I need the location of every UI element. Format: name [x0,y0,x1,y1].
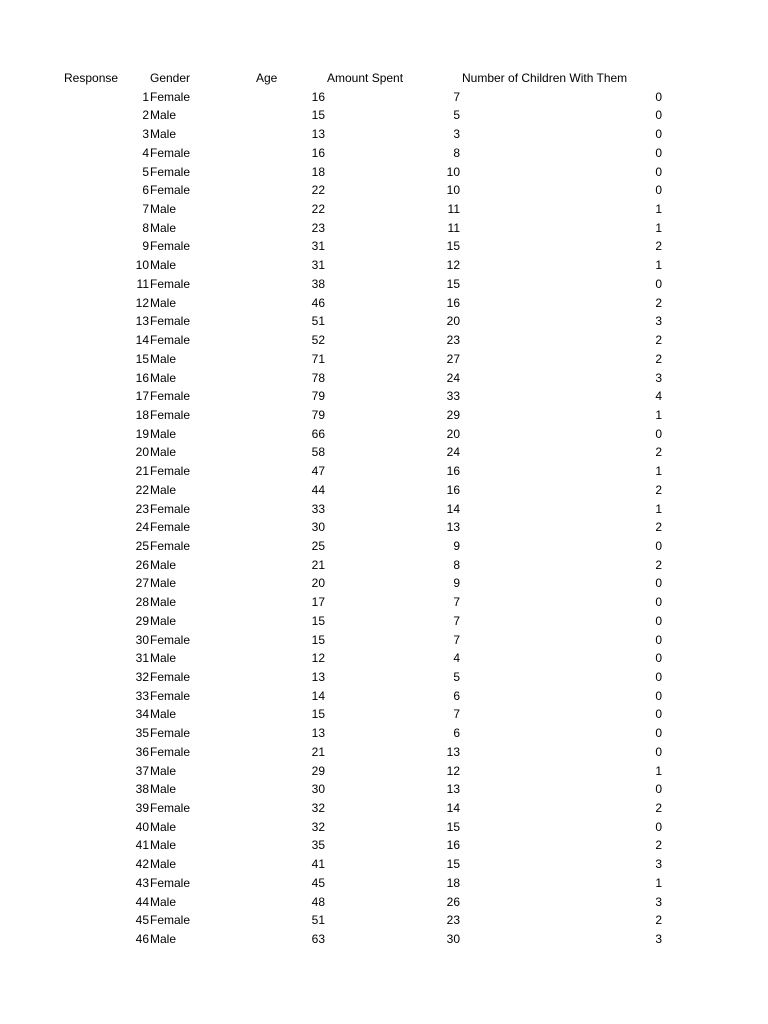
gender-cell: Male [150,482,177,497]
children-cell: 2 [655,445,662,460]
children-cell: 3 [655,894,662,909]
header-response: Response [64,71,119,85]
gender-cell: Male [150,426,177,441]
response-cell: 2 [142,108,149,123]
table-row [0,762,768,781]
header-age: Age [256,71,278,85]
gender-cell: Male [150,445,177,460]
amount-spent-cell: 10 [446,164,460,179]
response-cell: 20 [135,445,149,460]
gender-cell: Female [150,89,191,104]
children-cell: 2 [655,333,662,348]
amount-spent-cell: 9 [453,576,460,591]
children-cell: 2 [655,482,662,497]
age-cell: 31 [311,258,325,273]
response-cell: 24 [135,520,149,535]
age-cell: 15 [311,108,325,123]
table-row [0,443,768,462]
table-row [0,780,768,799]
age-cell: 16 [311,145,325,160]
response-cell: 9 [142,239,149,254]
amount-spent-cell: 4 [453,651,460,666]
gender-cell: Female [150,538,191,553]
age-cell: 21 [311,557,325,572]
gender-cell: Female [150,333,191,348]
amount-spent-cell: 5 [453,670,460,684]
children-cell: 0 [655,670,662,684]
response-cell: 43 [135,875,149,890]
gender-cell: Male [150,370,177,385]
age-cell: 18 [311,164,325,179]
amount-spent-cell: 7 [453,613,460,628]
children-cell: 1 [655,875,662,890]
children-cell: 2 [655,913,662,928]
gender-cell: Female [150,276,191,291]
table-row [0,369,768,388]
gender-cell: Male [150,202,177,217]
table-row [0,163,768,182]
gender-cell: Female [150,520,191,535]
table-row [0,462,768,481]
children-cell: 3 [655,857,662,872]
gender-cell: Male [150,557,177,572]
table-row [0,874,768,893]
gender-cell: Male [150,127,177,142]
response-cell: 10 [135,258,149,273]
amount-spent-cell: 11 [447,220,460,235]
amount-spent-cell: 10 [446,183,460,198]
table-row [0,705,768,724]
response-cell: 23 [135,501,149,516]
table-body [0,88,768,949]
amount-spent-cell: 15 [446,276,460,291]
amount-spent-cell: 29 [446,407,460,422]
gender-cell: Female [150,875,191,890]
response-cell: 15 [135,351,149,366]
response-cell: 25 [135,538,149,553]
amount-spent-cell: 13 [446,520,460,535]
age-cell: 66 [311,426,325,441]
children-cell: 0 [655,89,662,104]
table-row [0,612,768,631]
gender-cell: Male [150,707,177,722]
response-cell: 8 [142,220,149,235]
table-row [0,425,768,444]
table-row [0,556,768,575]
gender-cell: Male [150,894,177,909]
amount-spent-cell: 15 [446,819,460,834]
response-cell: 16 [135,370,149,385]
children-cell: 3 [655,932,662,947]
children-cell: 0 [655,819,662,834]
age-cell: 13 [311,127,325,142]
gender-cell: Male [150,838,177,853]
amount-spent-cell: 6 [453,688,460,703]
gender-cell: Male [150,763,177,778]
amount-spent-cell: 23 [446,333,460,348]
response-cell: 7 [142,202,149,217]
gender-cell: Female [150,145,191,160]
response-cell: 21 [135,464,149,479]
children-cell: 0 [655,613,662,628]
amount-spent-cell: 12 [446,258,460,273]
age-cell: 31 [311,239,325,254]
gender-cell: Male [150,108,177,123]
age-cell: 21 [311,744,325,759]
amount-spent-cell: 33 [446,389,460,404]
age-cell: 51 [311,913,325,928]
table-row [0,387,768,406]
table-row [0,836,768,855]
table-row [0,537,768,556]
children-cell: 1 [655,763,662,778]
children-cell: 0 [655,145,662,160]
response-cell: 28 [135,595,149,610]
gender-cell: Female [150,688,191,703]
table-row [0,106,768,125]
age-cell: 22 [311,202,325,217]
response-cell: 39 [135,801,149,816]
amount-spent-cell: 24 [446,445,460,460]
table-row [0,181,768,200]
table-row [0,574,768,593]
table-row [0,294,768,313]
table-row [0,500,768,519]
response-cell: 17 [135,389,149,404]
amount-spent-cell: 20 [446,314,460,329]
gender-cell: Female [150,314,191,329]
age-cell: 15 [311,613,325,628]
children-cell: 0 [655,276,662,291]
table-row [0,631,768,650]
table-row [0,893,768,912]
response-cell: 19 [135,426,149,441]
response-cell: 13 [135,314,149,329]
gender-cell: Male [150,351,177,366]
response-cell: 3 [142,127,149,142]
age-cell: 22 [311,183,325,198]
age-cell: 14 [311,688,325,703]
age-cell: 35 [311,838,325,853]
response-cell: 34 [135,707,149,722]
amount-spent-cell: 7 [453,89,460,104]
children-cell: 3 [655,370,662,385]
gender-cell: Male [150,782,177,797]
table-row [0,855,768,874]
age-cell: 44 [311,482,325,497]
children-cell: 0 [655,688,662,703]
amount-spent-cell: 12 [446,763,460,778]
table-row [0,219,768,238]
table-row [0,593,768,612]
children-cell: 1 [655,501,662,516]
age-cell: 38 [311,276,325,291]
age-cell: 63 [311,932,325,947]
amount-spent-cell: 14 [446,501,460,516]
table-row [0,668,768,687]
age-cell: 78 [311,370,325,385]
table-row [0,144,768,163]
children-cell: 0 [655,426,662,441]
amount-spent-cell: 11 [447,202,460,217]
table-row [0,649,768,668]
age-cell: 25 [311,538,325,553]
table-row [0,799,768,818]
gender-cell: Female [150,164,191,179]
gender-cell: Female [150,632,191,647]
gender-cell: Male [150,295,177,310]
response-cell: 6 [142,183,149,198]
amount-spent-cell: 16 [446,838,460,853]
response-cell: 32 [135,670,149,684]
table-row [0,911,768,930]
response-cell: 18 [135,407,149,422]
gender-cell: Female [150,389,191,404]
children-cell: 0 [655,782,662,797]
children-cell: 1 [655,464,662,479]
children-cell: 2 [655,351,662,366]
table-row [0,818,768,837]
children-cell: 1 [655,407,662,422]
response-cell: 22 [135,482,149,497]
amount-spent-cell: 23 [446,913,460,928]
table-row [0,312,768,331]
children-cell: 0 [655,108,662,123]
amount-spent-cell: 13 [446,782,460,797]
header-gender: Gender [150,71,191,85]
age-cell: 30 [311,520,325,535]
amount-spent-cell: 6 [453,726,460,741]
amount-spent-cell: 27 [446,351,460,366]
response-cell: 29 [135,613,149,628]
children-cell: 4 [655,389,662,404]
response-cell: 5 [142,164,149,179]
response-cell: 30 [135,632,149,647]
header-number-of-children: Number of Children With Them [462,71,628,85]
table-row [0,743,768,762]
amount-spent-cell: 7 [453,595,460,610]
children-cell: 0 [655,183,662,198]
response-cell: 27 [135,576,149,591]
children-cell: 2 [655,557,662,572]
age-cell: 48 [311,894,325,909]
gender-cell: Female [150,464,191,479]
age-cell: 51 [311,314,325,329]
table-row [0,687,768,706]
gender-cell: Male [150,651,177,666]
gender-cell: Male [150,220,177,235]
age-cell: 32 [311,819,325,834]
header-amount-spent: Amount Spent [327,71,404,85]
spreadsheet-table [0,69,768,949]
children-cell: 1 [655,202,662,217]
table-row [0,331,768,350]
amount-spent-cell: 8 [453,145,460,160]
children-cell: 0 [655,576,662,591]
amount-spent-cell: 14 [446,801,460,816]
age-cell: 32 [311,801,325,816]
response-cell: 11 [136,276,149,291]
age-cell: 47 [311,464,325,479]
gender-cell: Male [150,819,177,834]
age-cell: 71 [311,351,325,366]
amount-spent-cell: 26 [446,894,460,909]
age-cell: 12 [311,651,325,666]
response-cell: 31 [135,651,149,666]
age-cell: 45 [311,875,325,890]
age-cell: 58 [311,445,325,460]
gender-cell: Female [150,407,191,422]
table-row [0,350,768,369]
age-cell: 15 [311,632,325,647]
amount-spent-cell: 8 [453,557,460,572]
children-cell: 2 [655,838,662,853]
gender-cell: Male [150,613,177,628]
table-row [0,518,768,537]
gender-cell: Female [150,744,191,759]
table-row [0,237,768,256]
amount-spent-cell: 16 [446,295,460,310]
gender-cell: Female [150,913,191,928]
gender-cell: Male [150,932,177,947]
response-cell: 33 [135,688,149,703]
age-cell: 15 [311,707,325,722]
table-row [0,406,768,425]
children-cell: 0 [655,726,662,741]
table-row [0,724,768,743]
age-cell: 13 [311,726,325,741]
gender-cell: Female [150,801,191,816]
children-cell: 0 [655,707,662,722]
response-cell: 38 [135,782,149,797]
amount-spent-cell: 20 [446,426,460,441]
amount-spent-cell: 18 [446,875,460,890]
children-cell: 0 [655,744,662,759]
gender-cell: Male [150,595,177,610]
amount-spent-cell: 7 [453,632,460,647]
response-cell: 44 [135,894,149,909]
age-cell: 30 [311,782,325,797]
response-cell: 14 [135,333,149,348]
age-cell: 79 [311,389,325,404]
table-row [0,930,768,949]
table-row [0,125,768,144]
gender-cell: Female [150,239,191,254]
amount-spent-cell: 16 [446,482,460,497]
children-cell: 0 [655,595,662,610]
response-cell: 45 [135,913,149,928]
children-cell: 2 [655,295,662,310]
table-row [0,275,768,294]
children-cell: 2 [655,239,662,254]
response-cell: 1 [142,89,149,104]
response-cell: 12 [135,295,149,310]
children-cell: 3 [655,314,662,329]
gender-cell: Female [150,501,191,516]
amount-spent-cell: 3 [453,127,460,142]
amount-spent-cell: 7 [453,707,460,722]
children-cell: 1 [655,220,662,235]
header-row [0,69,768,88]
children-cell: 0 [655,632,662,647]
age-cell: 41 [311,857,325,872]
table-row [0,200,768,219]
age-cell: 13 [311,670,325,684]
amount-spent-cell: 16 [446,464,460,479]
gender-cell: Male [150,857,177,872]
response-cell: 4 [142,145,149,160]
amount-spent-cell: 15 [446,239,460,254]
response-cell: 41 [135,838,149,853]
age-cell: 16 [311,89,325,104]
children-cell: 2 [655,520,662,535]
amount-spent-cell: 15 [446,857,460,872]
children-cell: 2 [655,801,662,816]
gender-cell: Female [150,726,191,741]
response-cell: 46 [135,932,149,947]
response-cell: 36 [135,744,149,759]
age-cell: 23 [311,220,325,235]
gender-cell: Female [150,670,191,684]
age-cell: 20 [311,576,325,591]
response-cell: 42 [135,857,149,872]
children-cell: 0 [655,164,662,179]
table-row [0,256,768,275]
children-cell: 0 [655,538,662,553]
age-cell: 79 [311,407,325,422]
amount-spent-cell: 24 [446,370,460,385]
amount-spent-cell: 13 [446,744,460,759]
age-cell: 46 [311,295,325,310]
children-cell: 0 [655,127,662,142]
gender-cell: Female [150,183,191,198]
age-cell: 29 [311,763,325,778]
response-cell: 26 [135,557,149,572]
table-row [0,481,768,500]
age-cell: 52 [311,333,325,348]
amount-spent-cell: 9 [453,538,460,553]
children-cell: 0 [655,651,662,666]
gender-cell: Male [150,576,177,591]
amount-spent-cell: 5 [453,108,460,123]
age-cell: 17 [311,595,325,610]
table-row [0,88,768,107]
response-cell: 40 [135,819,149,834]
gender-cell: Male [150,258,177,273]
response-cell: 37 [135,763,149,778]
amount-spent-cell: 30 [446,932,460,947]
response-cell: 35 [135,726,149,741]
children-cell: 1 [655,258,662,273]
age-cell: 33 [311,501,325,516]
